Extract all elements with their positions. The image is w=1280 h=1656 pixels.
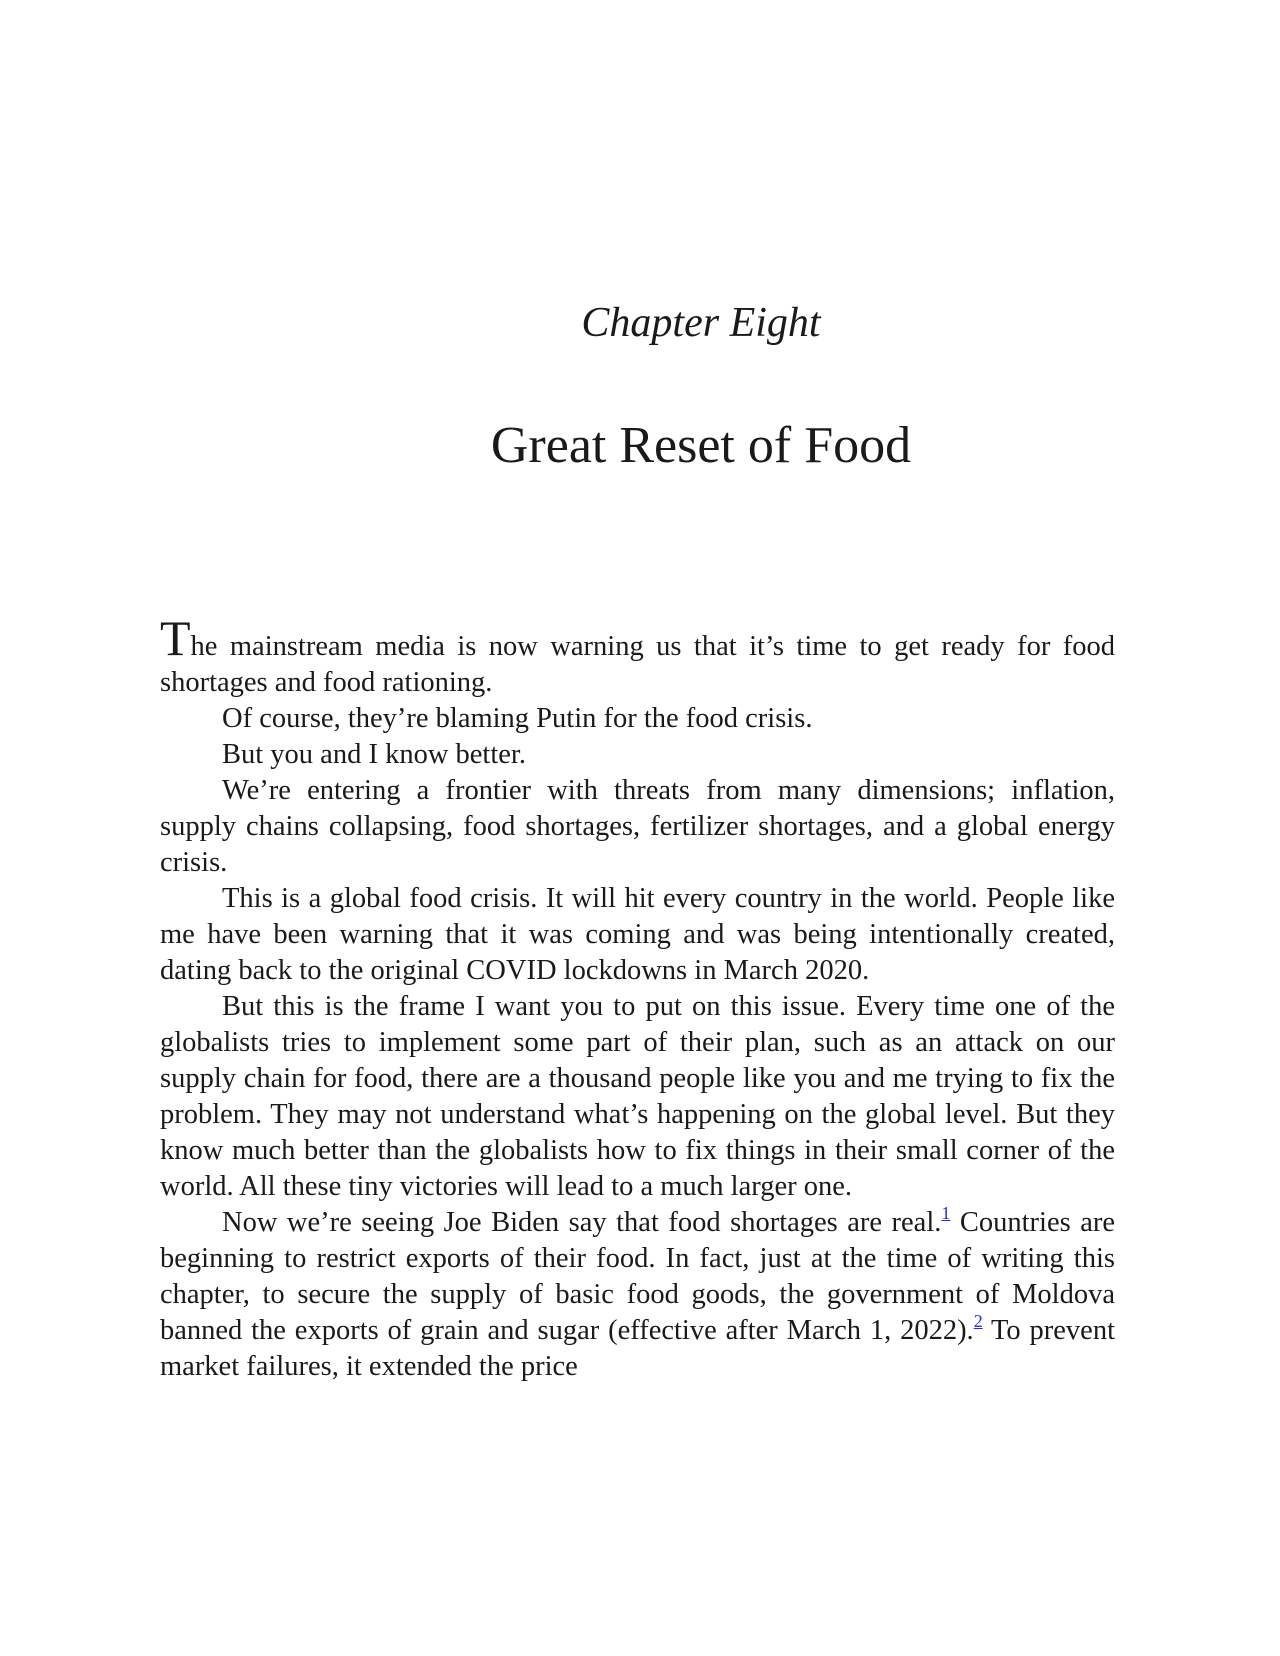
paragraph-5: This is a global food crisis. It will hit every country in the world. People like me have been warning that it was coming and was being intentionally created, dating back to the original COVID lockdowns in March 2020. — [160, 883, 1115, 986]
footnote-link-2[interactable]: 2 — [973, 1311, 983, 1331]
paragraph-7-text-b: Countries are beginning to restrict exports of their food. In fact, just at the time of writing this chapter, to secure the supply of basic food goods, the government of Moldova banned the exports of grain and sugar (effective after March 1, 2022). — [160, 1207, 1115, 1346]
paragraph-6: But this is the frame I want you to put on this issue. Every time one of the globalists tries to implement some part of their plan, such as an attack on our supply chain for food, there are a thousand people like you and me trying to fix the problem. They may not understand what’s happening on the global level. But they know much better than the globalists how to fix things in their small corner of the world. All these tiny victories will lead to a much larger one. — [160, 991, 1115, 1202]
drop-cap: T — [160, 610, 191, 666]
chapter-title: Great Reset of Food — [490, 417, 912, 474]
paragraph-1 — [160, 610, 1115, 701]
paragraph-1-text: he mainstream media is now warning us that it’s time to get ready for food shortages and food rationing. — [160, 631, 1115, 698]
paragraph-2: Of course, they’re blaming Putin for the food crisis. — [222, 703, 813, 734]
paragraph-7-text-a: Now we’re seeing Joe Biden say that food shortages are real. — [222, 1207, 942, 1238]
chapter-body — [160, 610, 1115, 1385]
footnote-ref-2 — [974, 1311, 983, 1331]
paragraph-7 — [160, 1205, 1115, 1385]
footnote-link-1[interactable]: 1 — [941, 1203, 951, 1223]
paragraph-3: But you and I know better. — [222, 739, 526, 770]
paragraph-4: We’re entering a frontier with threats from many dimensions; inflation, supply chains collapsing, food shortages, fertilizer shortages, and a global energy crisis. — [160, 775, 1115, 878]
paragraph-7-text-c: To prevent market failures, it extended the price — [160, 1315, 1115, 1382]
chapter-label: Chapter Eight — [581, 300, 821, 346]
